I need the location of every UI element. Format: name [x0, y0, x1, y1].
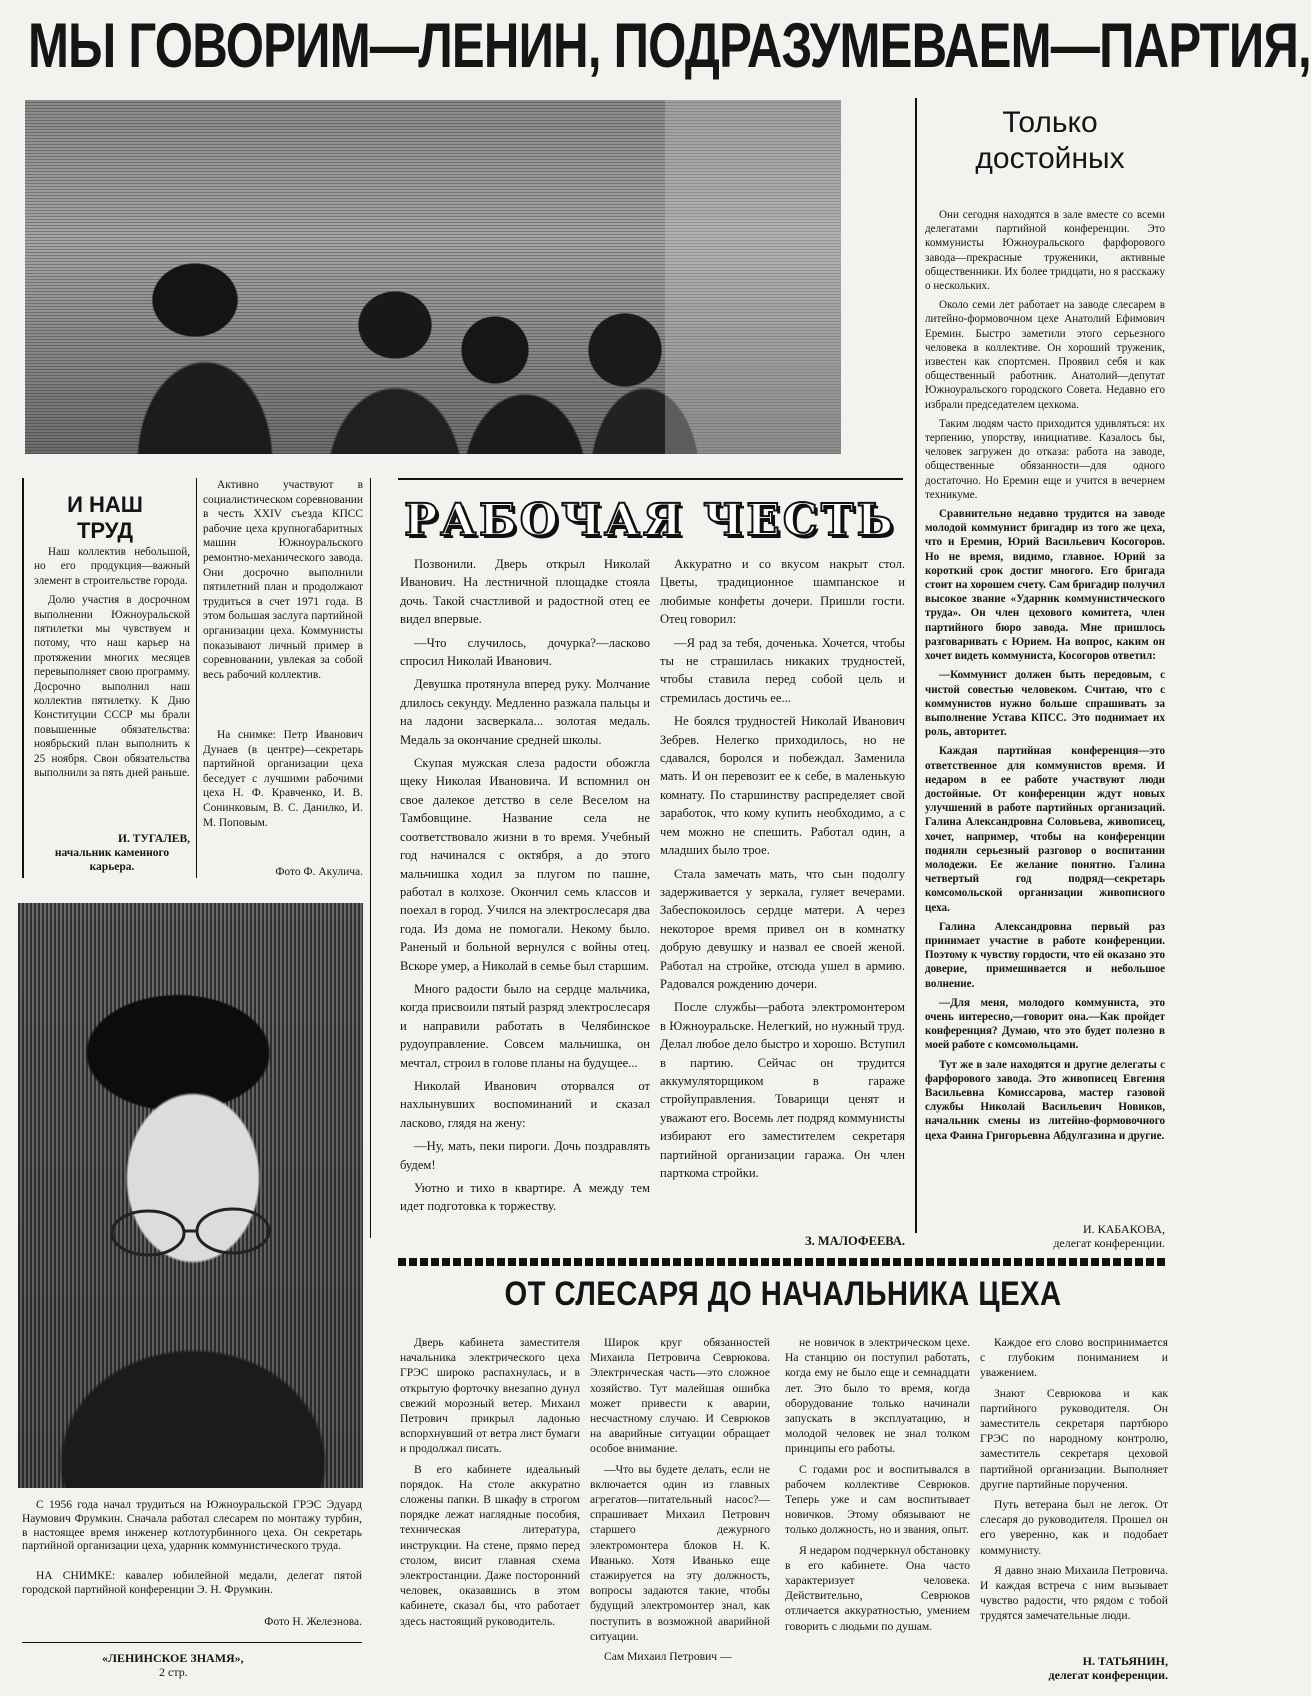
only-worthy-title-line1: Только [1002, 106, 1098, 139]
our-labor-body [34, 545, 190, 820]
portrait-caption2 [22, 1570, 362, 1610]
workers-honor-signature: З. МАЛОФЕЕВА. [805, 1234, 905, 1248]
fitter-to-chief-col1 [400, 1335, 580, 1693]
only-worthy-signature: И. КАБАКОВА, [1082, 1222, 1165, 1236]
paragraph: Позвонили. Дверь открыл Николай Иванович. На лестничной площадке стояла дочь. Такой счастливой и радостной отец ее видел впервые. [400, 557, 650, 627]
paragraph: Долю участия в досрочном выполнении Южноуральской пятилетки мы чувствуем и потому, что наш карьер на протяжении многих месяцев перевыполняет свою программу. Досрочно выполнил наш коллектив пятилетку. К Дню Конституции СССР мы брали повышенные обязательства: ноябрьский план выполнить к 25 ноября. Свои обязательства выполнили за пять дней раньше. [34, 594, 190, 780]
fitter-to-chief-col3 [785, 1335, 970, 1693]
paragraph: На снимке: Петр Иванович Дунаев (в центре)—секретарь партийной организации цеха беседует с лучшими рабочими цеха Н. Ф. Кравченко, И. В. Сонинковым, В. С. Данилко, И. М. Поповым. [203, 729, 363, 829]
our-labor-signature-role: начальник каменного карьера. [54, 847, 170, 873]
paragraph: Скупая мужская слеза радости обожгла щеку Николая Ивановича. И вспомнил он свое далекое детство в селе Веселом на Тамбовщине. Название села не соответствовало жизни в то время. Учебный год начинался с октября, а до этого мальчишка ходил за плугом по пашне, работал в колхозе. Окончил семь классов и поехал в город. Учился на электрослесаря два года. Из дома не помогали. Некому было. Раненый и больной вернулся с войны отец. Вскоре умер, а Николай в семье был старшим. [400, 756, 650, 973]
workers-honor-col2 [660, 555, 905, 1220]
only-worthy-title-line2: достойных [975, 142, 1125, 175]
group-photo [25, 100, 841, 454]
workers-honor-col1 [400, 555, 650, 1250]
paragraph: Знают Севрюкова и как партийного руководителя. Он заместитель секретаря партбюро ГРЭС по народному контролю, заместитель секретаря цеховой партийной организации. Выполняет другие партийные поручения. [980, 1386, 1168, 1491]
paragraph: —Что вы будете делать, если не включается один из главных агрегатов—питательный насос?—спрашивает Михаил Петрович старшего дежурного электромонтера блоков Н. К. Иванько. Хотя Иванько еще стажируется на эту должность, вопросы задаются такие, чтобы будущий электромонтер знал, как поступить в возможной аварийной ситуации. [590, 1462, 770, 1643]
paragraph: Уютно и тихо в квартире. А между тем идет подготовка к торжеству. [400, 1181, 650, 1214]
portrait-photo-credit: Фото Н. Железнова. [264, 1616, 362, 1628]
our-labor-signature: И. ТУГАЛЕВ, [118, 833, 190, 845]
portrait-caption [22, 1499, 362, 1569]
fitter-to-chief-signature: Н. ТАТЬЯНИН, [1082, 1654, 1168, 1668]
paragraph: —Для меня, молодого коммуниста, это очень интересно,—говорит она.—Как пройдет конференция? Думаю, что это будет полезно в моей работе с комсомольцами. [925, 996, 1165, 1052]
paragraph: —Я рад за тебя, доченька. Хочется, чтобы ты не страшилась никаких трудностей, чтобы ставила перед собой цель и стремилась достичь ее... [660, 635, 905, 705]
competition-body [203, 478, 363, 728]
paragraph: После службы—работа электромонтером в Южноуральске. Нелегкий, но нужный труд. Делал любое дело быстро и хорошо. Вступил в партию. Сейчас он трудится аккумуляторщиком в гараже стройуправления. Товарищи ценят и уважают его. Восемь лет подряд коммунисты избирают его заместителем секретаря партийной организации гаража. Он член парткома стройки. [660, 1000, 905, 1180]
fitter-to-chief-title: ОТ СЛЕСАРЯ ДО НАЧАЛЬНИКА ЦЕХА [504, 1275, 1062, 1313]
group-photo-icon [25, 100, 841, 454]
main-headline: МЫ ГОВОРИМ—ЛЕНИН, ПОДРАЗУМЕВАЕМ—ПАРТИЯ, [28, 11, 1311, 81]
paragraph: Галина Александровна первый раз принимает участие в работе конференции. Поэтому к чувству гордости, что ей оказано это доверие, примешивается и небольшое волнение. [925, 920, 1165, 990]
dotted-separator [398, 1258, 1168, 1266]
paragraph: Николай Иванович оторвался от нахлынувших воспоминаний и сказал ласково, глядя на жену: [400, 1078, 650, 1130]
page-number: 2 стр. [159, 1665, 188, 1679]
workers-honor-title: РАБОЧАЯ ЧЕСТЬ [404, 495, 896, 546]
portrait-glasses-icon [18, 903, 363, 1488]
paragraph: С годами рос и воспитывался в рабочем коллективе Севрюков. Теперь уже и сам воспитывает новичков. Этому обязывают не только должность, но и звания, опыт. [785, 1462, 970, 1537]
paragraph: Активно участвуют в социалистическом соревновании в честь XXIV съезда КПСС рабочие цеха крупногабаритных машин Южноуральского ремонтно-механического завода. Они досрочно выполнили пятилетний план и продолжают трудиться в счет 1971 года. В этом большая заслуга партийной организации цеха. Коммунисты показывают личный пример в соревновании, увлекая за собой весь рабочий коллектив. [203, 479, 363, 681]
paragraph: —Коммунист должен быть передовым, с чистой совестью человеком. Считаю, что с коммунистов нужно больше спрашивать за выполнение Устава КПСС. Это поднимает их роль, авторитет. [925, 669, 1165, 739]
column-rule [915, 98, 917, 1233]
fitter-to-chief-col2 [590, 1335, 770, 1693]
workers-honor-title-frame [398, 478, 903, 488]
paragraph: Дверь кабинета заместителя начальника электрического цеха ГРЭС широко распахнулась, и в открытую форточку внезапно дунул свежий морозный ветер. Михаил Петрович прикрыл ладонью вспорхнувший от ветра лист бумаги и продолжал писать. [400, 1336, 580, 1456]
paragraph: Таким людям часто приходится удивляться: их терпению, упорству, инициативе. Казалось бы, человек загружен до отказа: работа на заводе, общественные обязанности—для одного достаточно. Но Еремин еще и учится в вечернем техникуме. [925, 417, 1165, 501]
competition-photo-credit: Фото Ф. Акулича. [275, 866, 363, 878]
paragraph: Они сегодня находятся в зале вместе со всеми делегатами партийной конференции. Это коммунисты Южноуральского фарфорового завода—прекрасные труженики, активные общественники. Их более тридцати, но я расскажу о нескольких. [925, 209, 1165, 293]
fitter-to-chief-col4 [980, 1335, 1168, 1650]
paragraph: Я недаром подчеркнул обстановку в его кабинете. Она часто характеризует человека. Действительно, Севрюков отличается аккуратностью, умением говорить с людьми по душам. [785, 1543, 970, 1633]
footer-rule [22, 1642, 362, 1643]
paragraph: Тут же в зале находятся и другие делегаты с фарфорового завода. Это живописец Евгения Васильевна Комиссарова, мастер газовой службы Николай Васильевич Новиков, начальник смены из литейно-формовочного цеха Фаина Григорьевна Абдулгазина и другие. [925, 1058, 1165, 1142]
only-worthy-signature-role: делегат конференции. [1053, 1236, 1165, 1250]
paragraph: Девушка протянула вперед руку. Молчание длилось секунду. Медленно разжала пальцы и на ладони засверкала... золотая медаль. Медаль за окончание средней школы. [400, 677, 650, 747]
paragraph: Сравнительно недавно трудится на заводе молодой коммунист бригадир из того же цеха, что и Еремин, Юрий Васильевич Косогоров. Но не время, видимо, главное. Юрий за короткий срок достиг многого. Его бригада стоит на хорошем счету. Сам бригадир получил высокое звание «Ударник коммунистического труда». Он член цехового комитета, член партийного бюро завода. Мне пришлось разговаривать с Юрием. На вопрос, каким он хочет видеть коммуниста, Косогоров ответил: [925, 508, 1165, 663]
paragraph: Каждое его слово воспринимается с глубоким пониманием и уважением. [980, 1336, 1168, 1380]
newspaper-name: «ЛЕНИНСКОЕ ЗНАМЯ», [102, 1651, 244, 1665]
paragraph: Наш коллектив небольшой, но его продукция—важный элемент в строительстве города. [34, 546, 190, 587]
only-worthy-body [925, 208, 1165, 1218]
paragraph: Я давно знаю Михаила Петровича. И каждая встреча с ним вызывает чувство радости, что рядом с тобой трудятся замечательные люди. [980, 1563, 1168, 1623]
paragraph: Стала замечать мать, что сын подолгу задерживается у зеркала, гуляет вечерами. Забеспокоилось сердце матери. А через некоторое время привел он в комнатку добрую девушку и назвал ее своей женой. Работал на стройке, отсюда ушел в армию. Радовался рождению дочери. [660, 866, 905, 991]
only-worthy-title [940, 105, 1160, 177]
column-rule [196, 478, 197, 878]
paragraph: Аккуратно и со вкусом накрыт стол. Цветы, традиционное шампанское и любимые конфеты дочери. Пришли гости. Отец говорил: [660, 557, 905, 627]
competition-caption [203, 728, 363, 860]
paragraph: Сам Михаил Петрович — [604, 1650, 732, 1664]
fitter-to-chief-signature-role: делегат конференции. [1048, 1668, 1168, 1682]
paragraph: Путь ветерана был не легок. От слесаря до руководителя. Прошел он его уверенно, как и подобает коммунисту. [980, 1498, 1168, 1557]
paragraph: не новичок в электрическом цехе. На станцию он поступил работать, когда ему не было еще и семнадцати лет. Это было то время, когда оборудование только начинали запускать в эксплуатацию, и молодой человек не знал толком принципы его работы. [785, 1336, 970, 1456]
paragraph: —Ну, мать, пеки пироги. Дочь поздравлять будем! [400, 1139, 650, 1172]
caption-text: НА СНИМКЕ: кавалер юбилейной медали, делегат пятой городской партийной конференции Э. Н. Фрумкин. [22, 1570, 362, 1596]
paragraph: С 1956 года начал трудиться на Южноуральской ГРЭС Эдуард Наумович Фрумкин. Сначала работал слесарем по монтажу турбин, в настоящее время инженер котлотурбинного цеха. Он секретарь партийной организации цеха, ударник коммунистического труда. [22, 1499, 362, 1553]
paragraph: Каждая партийная конференция—это ответственное для коммунистов время. И недаром в ее работе участвуют люди достойные. От конференции ждут новых улучшений в работе партийных организаций. Галина Александровна Соловьева, живописец, хочет, например, чтобы на конференции подняли серьезный разговор о воспитании молодежи. Ее желание понятно. Галина четвертый год подряд—секретарь комсомольской организации живописного цеха. [925, 745, 1165, 914]
paragraph: Около семи лет работает на заводе слесарем в литейно-формовочном цехе Анатолий Ефимович Еремин. Быстро заметили этого серьезного человека в коллективе. Он хороший труженик, известен как спортсмен. Проявил себя и как общественный работник. Анатолий—депутат Южноуральского городского Совета. Недавно его избрали председателем цехкома. [925, 299, 1165, 411]
paragraph: Много радости было на сердце мальчика, когда присвоили пятый разряд электрослесаря и направили работать в Челябинское рудоуправление. Совсем мальчишка, он мечтал, строил в голове планы на будущее... [400, 981, 650, 1070]
column-rule [370, 478, 371, 1238]
our-labor-title: И НАШ ТРУД [67, 492, 143, 543]
portrait-photo [18, 903, 363, 1488]
paragraph: В его кабинете идеальный порядок. На столе аккуратно сложены папки. В шкафу в строгом порядке лежат наглядные пособия, техническая литература, инструкции. На стене, прямо перед столом, висит главная схема электростанции. Даже посторонний человек, оказавшись в этом кабинете, сказал бы, что работает здесь настоящий руководитель. [400, 1462, 580, 1628]
paragraph: —Что случилось, дочурка?—ласково спросил Николай Иванович. [400, 635, 650, 669]
paragraph: Не боялся трудностей Николай Иванович Зебрев. Нелегко приходилось, но не сдавался, боролся и побеждал. Заменила мать. И он перевозит ее к себе, в маленькую комнату. По старшинству распределяет свой заработок, что кому купить необходимо, а с чем можно не спешить. Работал один, а младших было трое. [660, 714, 905, 858]
paragraph: Широк круг обязанностей Михаила Петровича Севрюкова. Электрическая часть—это сложное хозяйство. Тут малейшая ошибка может привести к аварии, несчастному случаю. И Севрюков на аварийные ситуации обращает особое внимание. [590, 1336, 770, 1456]
